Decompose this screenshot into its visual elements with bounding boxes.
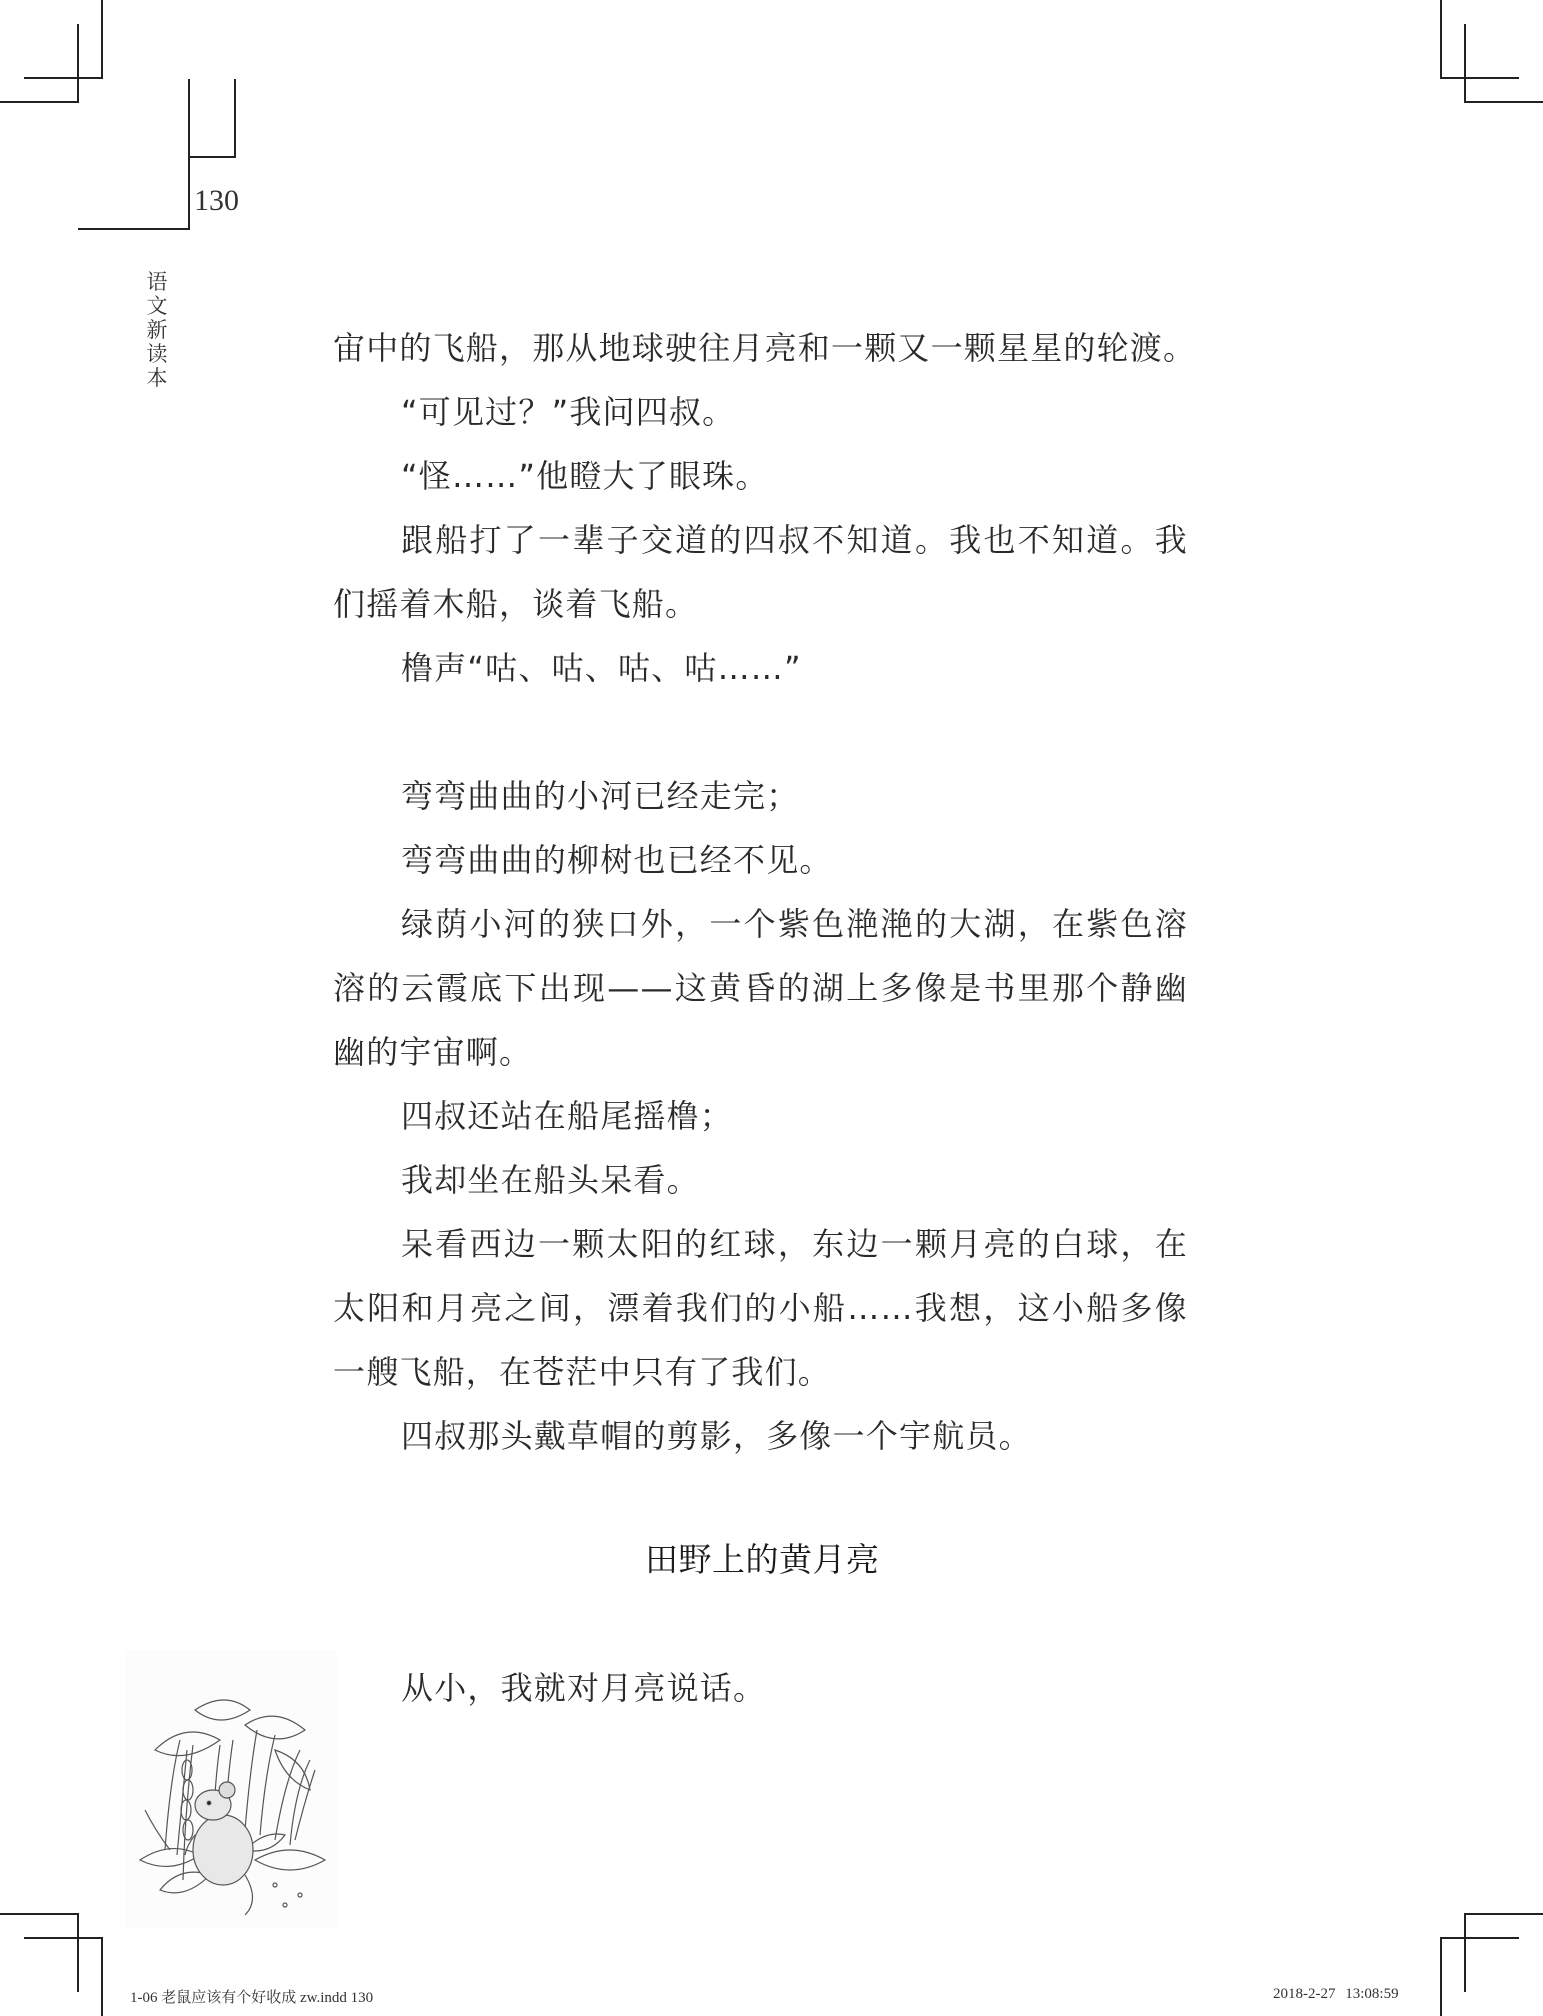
mouse-drawing-icon <box>125 1650 337 1928</box>
crop-mark <box>1464 24 1466 103</box>
text-line: 从小，我就对月亮说话。 <box>401 1669 767 1707</box>
text-line: 绿荫小河的狭口外，一个紫色滟滟的大湖，在紫色溶 <box>401 905 1188 943</box>
header-rule <box>78 228 190 230</box>
text-line: 四叔还站在船尾摇橹； <box>401 1097 734 1135</box>
mouse-illustration <box>125 1650 337 1928</box>
text-line: “怪……”他瞪大了眼珠。 <box>401 457 769 495</box>
crop-mark <box>1464 1913 1466 1992</box>
text-line: 溶的云霞底下出现——这黄昏的湖上多像是书里那个静幽 <box>333 969 1188 1007</box>
crop-mark <box>101 1937 103 2016</box>
text-line: “可见过？”我问四叔。 <box>401 393 736 431</box>
running-head: 语文新读本 <box>146 270 168 390</box>
crop-mark <box>1440 1937 1442 2016</box>
text-line: 四叔那头戴草帽的剪影，多像一个宇航员。 <box>401 1417 1032 1455</box>
crop-mark <box>1464 1913 1543 1915</box>
text-line: 宙中的飞船，那从地球驶往月亮和一颗又一颗星星的轮渡。 <box>333 329 1197 367</box>
crop-mark <box>24 1937 103 1939</box>
print-timestamp: 2018-2-27 13:08:59 <box>1273 1986 1399 2002</box>
crop-mark <box>101 0 103 79</box>
text-line: 弯弯曲曲的柳树也已经不见。 <box>401 841 833 879</box>
header-rule <box>234 79 236 158</box>
crop-mark <box>1464 101 1543 103</box>
crop-mark <box>0 101 79 103</box>
header-rule <box>188 79 190 230</box>
crop-mark <box>0 1913 79 1915</box>
file-slug: 1-06 老鼠应该有个好收成 zw.indd 130 <box>130 1990 374 2006</box>
page-number: 130 <box>194 184 239 217</box>
text-line: 跟船打了一辈子交道的四叔不知道。我也不知道。我 <box>401 521 1188 559</box>
text-line: 们摇着木船，谈着飞船。 <box>333 585 699 623</box>
text-line: 呆看西边一颗太阳的红球，东边一颗月亮的白球，在 <box>401 1225 1188 1263</box>
crop-mark <box>1440 0 1442 79</box>
crop-mark <box>1440 77 1519 79</box>
text-line: 一艘飞船，在苍茫中只有了我们。 <box>333 1353 832 1391</box>
text-line: 橹声“咕、咕、咕、咕……” <box>401 649 802 687</box>
text-line: 弯弯曲曲的小河已经走完； <box>401 777 800 815</box>
crop-mark <box>24 77 103 79</box>
text-line: 我却坐在船头呆看。 <box>401 1161 700 1199</box>
header-rule <box>188 156 236 158</box>
text-line: 太阳和月亮之间，漂着我们的小船……我想，这小船多像 <box>333 1289 1188 1327</box>
section-title: 田野上的黄月亮 <box>645 1540 880 1579</box>
text-line: 幽的宇宙啊。 <box>333 1033 533 1071</box>
crop-mark <box>77 24 79 103</box>
crop-mark <box>77 1913 79 1992</box>
crop-mark <box>1440 1937 1519 1939</box>
